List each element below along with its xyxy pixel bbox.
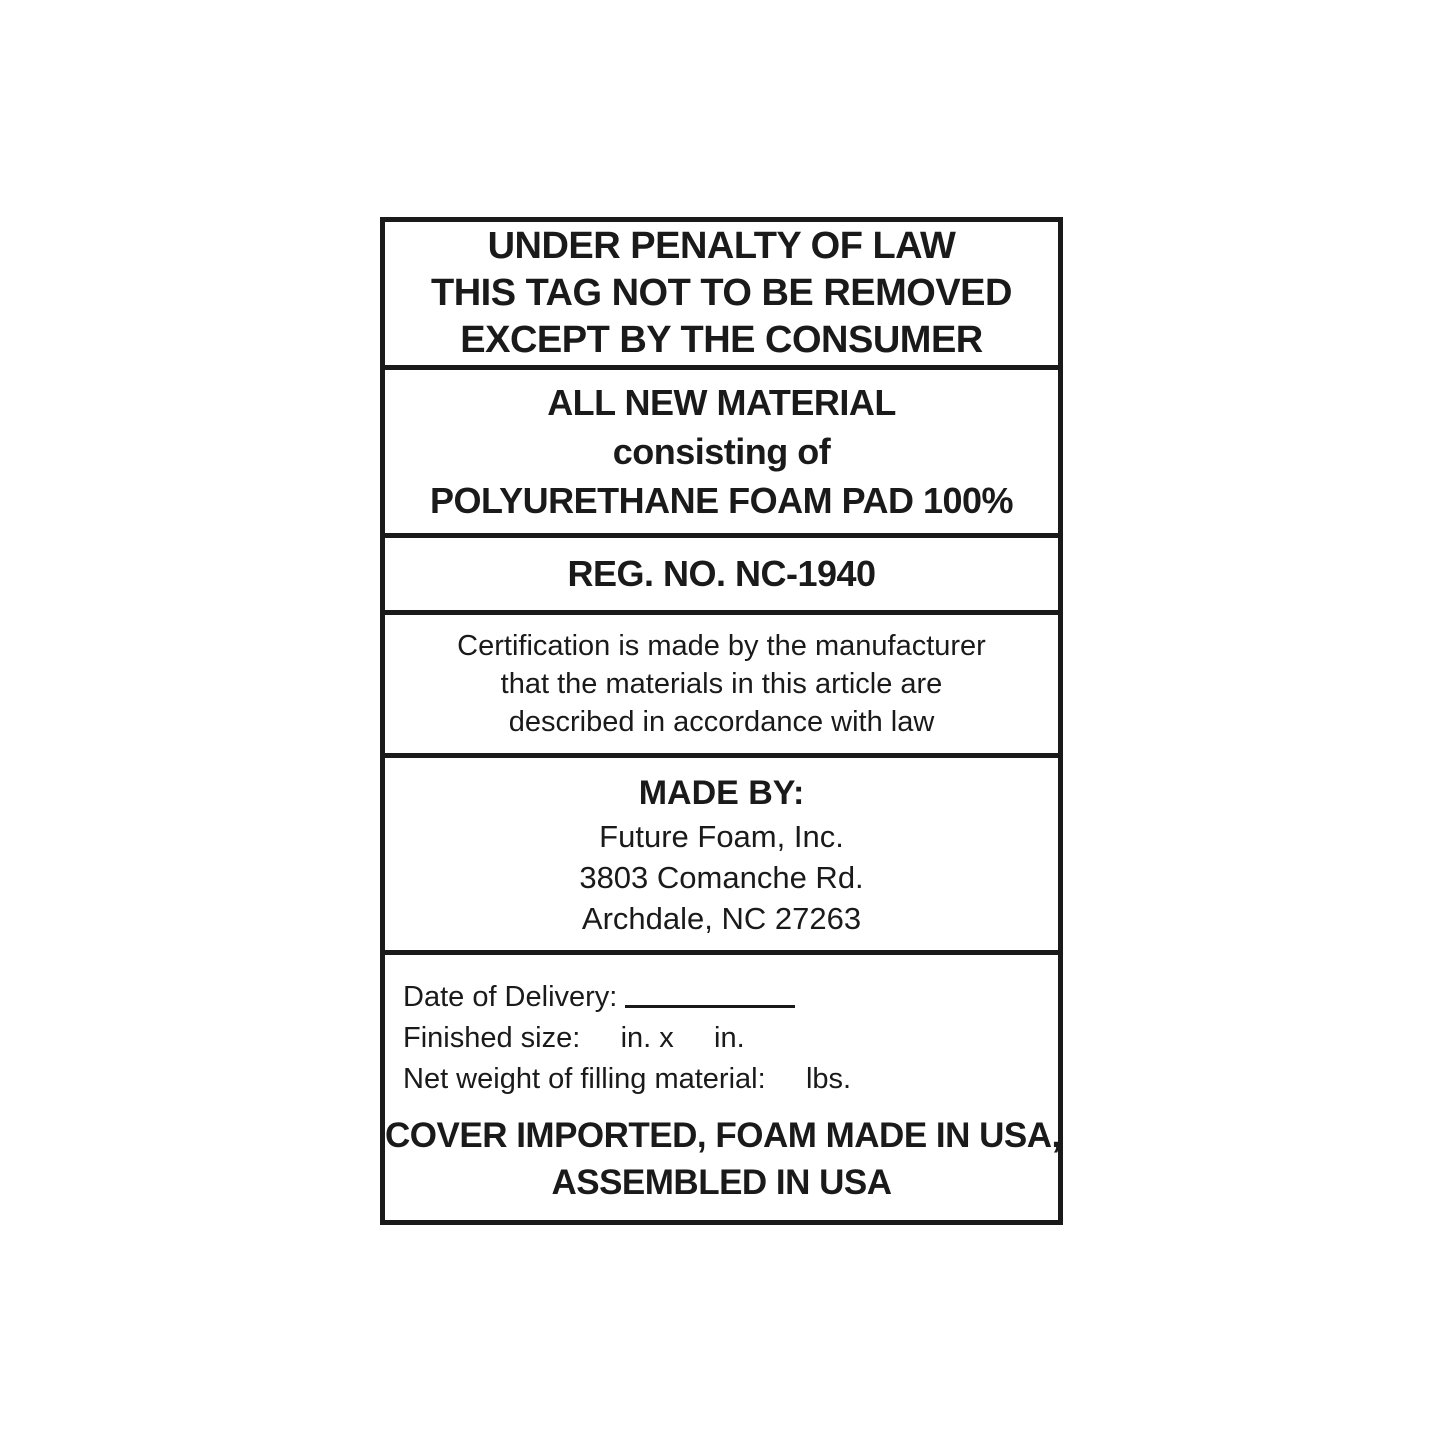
penalty-warning-line-3: EXCEPT BY THE CONSUMER — [460, 319, 983, 361]
penalty-warning-line-2: THIS TAG NOT TO BE REMOVED — [431, 272, 1012, 314]
material-line-3: POLYURETHANE FOAM PAD 100% — [429, 480, 1014, 521]
origin-statement-line-1: COVER IMPORTED, FOAM MADE IN USA, — [385, 1116, 1061, 1155]
certification-section — [385, 610, 1058, 753]
made-by-heading: MADE BY: — [638, 773, 805, 812]
manufacturer-name: Future Foam, Inc. — [599, 818, 844, 854]
manufacturer-city-state-zip: Archdale, NC 27263 — [581, 900, 862, 936]
date-of-delivery-label: Date of Delivery: — [403, 981, 618, 1013]
registration-number-section — [385, 533, 1058, 610]
material-line-1: ALL NEW MATERIAL — [547, 382, 896, 423]
date-of-delivery-blank-line — [625, 1005, 795, 1008]
origin-statement-block — [385, 1112, 1061, 1220]
delivery-details-block — [385, 955, 1058, 1100]
manufacturer-street: 3803 Comanche Rd. — [579, 859, 864, 895]
penalty-warning-line-1: UNDER PENALTY OF LAW — [487, 225, 956, 267]
certification-line-3: described in accordance with law — [508, 706, 935, 738]
date-of-delivery-line — [403, 977, 1058, 1018]
certification-line-1: Certification is made by the manufacturer — [457, 630, 986, 662]
made-by-section — [385, 753, 1058, 950]
delivery-details-section — [385, 950, 1061, 1220]
certification-line-2: that the materials in this article are — [500, 668, 943, 700]
law-label-tag — [380, 217, 1063, 1225]
registration-number: REG. NO. NC-1940 — [567, 553, 876, 594]
finished-size-line: Finished size: in. x in. — [403, 1022, 745, 1054]
penalty-warning-section — [385, 222, 1058, 365]
material-contents-section — [385, 365, 1058, 533]
material-line-2: consisting of — [612, 431, 831, 472]
origin-statement-line-2: ASSEMBLED IN USA — [551, 1163, 892, 1202]
net-weight-line: Net weight of filling material: lbs. — [403, 1063, 852, 1095]
